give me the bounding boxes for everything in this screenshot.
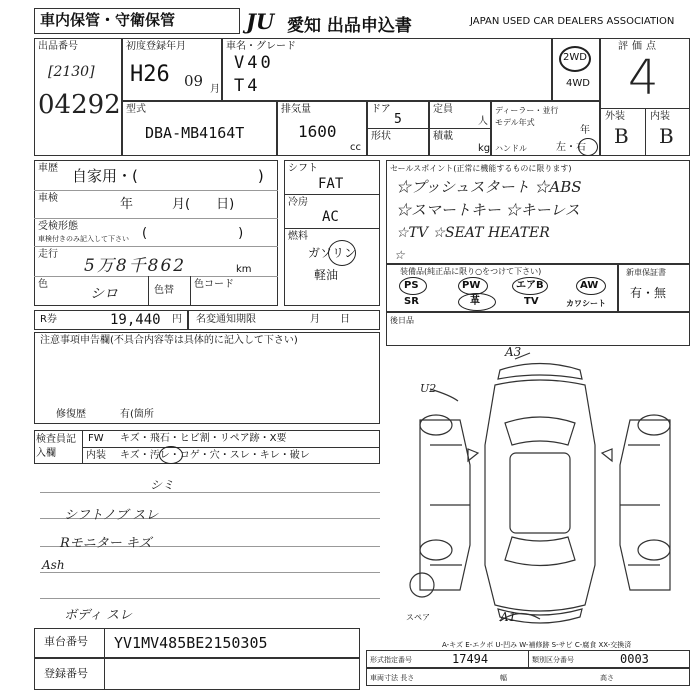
displacement-label: 排気量 — [281, 104, 311, 115]
color-label: 色 — [38, 279, 48, 290]
diagram-wheel-fl — [420, 415, 452, 435]
model-year-unit: 年 — [580, 125, 590, 136]
handle-right-circle — [578, 138, 598, 156]
equipment-leather-circle — [458, 293, 496, 311]
inspector-note: シミ — [150, 478, 175, 492]
registration-label: 初度登録年月 — [126, 41, 186, 52]
diagram-mark-a1: A1 — [500, 610, 517, 624]
inspector-label: 検査員記入欄 — [36, 434, 76, 459]
inspector-interior-items: キズ・汚レ・コゲ・穴・スレ・キレ・破レ — [120, 450, 310, 461]
equipment-aw: AW — [580, 280, 599, 291]
doors-divider — [367, 128, 429, 129]
registration-month-unit: 月 — [210, 84, 220, 95]
mileage-value: 5万8千862 — [84, 256, 187, 276]
shift-label: シフト — [288, 163, 318, 174]
equipment-leather: 革 — [470, 296, 480, 307]
repair-label: 修復歴 — [56, 409, 86, 420]
diagram-mirror-left — [468, 449, 478, 461]
equipment-aw-circle — [576, 277, 606, 295]
diagram-mark-u2: U2 — [420, 382, 437, 395]
registration-month: 09 — [184, 72, 204, 90]
history-label: 車歴 — [38, 163, 58, 174]
recycle-label: R券 — [40, 314, 57, 325]
length-label: 車両寸法 長さ — [370, 674, 415, 682]
color-code-label: 色コード — [194, 279, 234, 290]
association-name: JAPAN USED CAR DEALERS ASSOCIATION — [470, 16, 675, 27]
capacity-divider — [429, 128, 491, 129]
rear-items-box — [386, 312, 690, 346]
load-label: 積載 — [433, 131, 453, 142]
equipment-ps-circle — [399, 277, 427, 295]
selling-point-line: ☆TV ☆SEAT HEATER — [396, 225, 550, 241]
displacement-unit: cc — [350, 142, 361, 153]
handle-label: ハンドル — [495, 144, 527, 153]
diagram-front-bumper — [498, 364, 582, 380]
lot-label: 出品番号 — [38, 41, 78, 52]
storage-label: 車内保管・守衛保管 — [40, 11, 176, 29]
diagram-mirror-right — [602, 449, 612, 461]
doors-value: 5 — [394, 112, 402, 127]
name-change-value: 月 日 — [310, 314, 350, 325]
notes-label: 注意事項申告欄(不具合内容等は具体的に記入して下さい) — [40, 335, 298, 346]
load-unit: kg — [478, 143, 491, 154]
recycle-value: 19,440 — [110, 312, 161, 328]
registration-era-year: H26 — [130, 62, 170, 87]
mileage-unit: km — [236, 264, 252, 275]
car-damage-diagram — [400, 345, 690, 635]
diagram-spare-tire — [410, 573, 434, 597]
model-label: 車名・グレード — [226, 41, 296, 52]
diagram-roof — [510, 453, 570, 533]
pickup-value: ( ) — [142, 226, 244, 241]
inspector-fw-items: キズ・飛石・ヒビ割・リペア跡・X要 — [120, 433, 287, 444]
color-value: シロ — [90, 286, 118, 302]
diagram-body — [485, 380, 595, 611]
selling-point-line: ☆プッシュスタート ☆ABS — [396, 178, 582, 196]
chassis-label: 車台番号 — [44, 635, 88, 648]
diagram-wheel-rl — [420, 540, 452, 560]
registration-number-label: 登録番号 — [44, 667, 88, 680]
ac-label: 冷房 — [288, 197, 308, 208]
damage-legend: A-キズ E-エクボ U-凹み W-補修跡 S-サビ C-腐食 XX-交換済 — [442, 641, 632, 649]
type-label: 型式 — [126, 104, 146, 115]
model-grade: T4 — [234, 76, 261, 96]
width-label: 幅 — [500, 674, 507, 682]
score-col-divider — [645, 108, 646, 156]
capacity-unit: 人 — [478, 116, 488, 127]
equipment-airbag-circle — [512, 277, 548, 295]
diagram-rear-window — [505, 537, 575, 566]
pickup-sub: 車検付きのみ記入して下さい — [38, 235, 129, 243]
diagram-left-doors — [430, 445, 470, 565]
history-value: 自家用・( ) — [72, 167, 264, 185]
rear-items-label: 後日品 — [390, 316, 414, 325]
mileage-label: 走行 — [38, 249, 58, 260]
dimension-box — [366, 668, 690, 686]
type-value: DBA-MB4164T — [145, 124, 245, 142]
inspector-note: ボディ スレ — [64, 608, 133, 623]
interior-grade: B — [659, 124, 674, 148]
equipment-label: 装備品(純正品に限り○をつけて下さい) — [400, 267, 542, 276]
equipment-pw: PW — [462, 280, 481, 291]
drive-2wd: 2WD — [563, 52, 587, 63]
ac-value: AC — [322, 209, 339, 225]
doors-label: ドア — [371, 104, 391, 115]
handle-value: 左・右 — [556, 142, 586, 153]
fuel-gasoline: ガソリン — [308, 246, 357, 260]
shift-value: FAT — [318, 176, 344, 192]
equipment-ps: PS — [404, 280, 419, 291]
diagram-wheel-fr — [638, 415, 670, 435]
inspection-value: 年 月( 日) — [120, 197, 235, 212]
displacement-value: 1600 — [298, 122, 337, 141]
diagram-wheel-rr — [638, 540, 670, 560]
score-label: 評価点 — [618, 41, 660, 52]
capacity-label: 定員 — [433, 104, 453, 115]
interior-label: 内装 — [650, 111, 670, 122]
inspector-interior-tag: 内装 — [86, 450, 106, 461]
form-title: 愛知 出品申込書 — [287, 16, 412, 36]
fuel-label: 燃料 — [288, 231, 308, 242]
exterior-label: 外装 — [605, 111, 625, 122]
repaint-label: 色替 — [154, 285, 174, 296]
diagram-spare-label: スペア — [406, 613, 430, 622]
height-label: 高さ — [600, 674, 614, 682]
model-name: V40 — [234, 53, 274, 73]
equipment-tv: TV — [524, 296, 539, 307]
inspection-label: 車検 — [38, 193, 58, 204]
inspector-note: Rモニター キズ — [60, 536, 152, 551]
warranty-label: 新車保証書 — [626, 268, 666, 277]
selling-points-label: セールスポイント(正常に機能するものに限ります) — [390, 164, 572, 173]
pickup-label: 受検形態 — [38, 221, 78, 232]
repair-value: 有(箇所 — [120, 409, 154, 420]
name-change-label: 名変通知期限 — [196, 314, 256, 325]
diagram-mark-a3: A3 — [505, 345, 522, 359]
drive-2wd-circle — [559, 46, 591, 72]
diagram-right-doors — [620, 445, 660, 565]
selling-point-line: ☆ — [394, 248, 405, 262]
lot-number: 04292 — [38, 90, 121, 120]
inspector-fw-tag: FW — [88, 433, 104, 444]
class-value: 0003 — [620, 652, 649, 666]
selling-point-line: ☆スマートキー ☆キーレス — [396, 201, 580, 219]
ju-logo: JU — [246, 9, 275, 34]
shape-label: 形状 — [371, 131, 391, 142]
model-cert-label: 形式指定番号 — [370, 656, 412, 664]
inspector-note: シフトノブ スレ — [64, 508, 159, 523]
model-year-label: モデル年式 — [495, 118, 535, 127]
model-cert-value: 17494 — [452, 652, 489, 666]
stain-circle — [159, 446, 183, 464]
fuel-light-oil: 軽油 — [314, 268, 339, 282]
equipment-captain-seat: カワシート — [566, 299, 606, 308]
class-label: 類別区分番号 — [532, 656, 574, 664]
exterior-grade: B — [614, 124, 629, 148]
lot-code: [2130] — [48, 64, 95, 80]
inspector-note: Ash — [42, 558, 65, 572]
fuel-gasoline-circle — [328, 240, 356, 266]
equipment-sr: SR — [404, 296, 419, 307]
equipment-airbag: エアB — [516, 280, 544, 291]
score-value: 4 — [628, 50, 659, 106]
warranty-value: 有・無 — [630, 286, 667, 300]
diagram-windshield — [505, 417, 575, 445]
recycle-unit: 円 — [172, 314, 182, 325]
drive-4wd: 4WD — [566, 78, 590, 89]
chassis-number: YV1MV485BE2150305 — [114, 634, 268, 652]
dealer-label: ディーラー・並行 — [495, 106, 559, 115]
